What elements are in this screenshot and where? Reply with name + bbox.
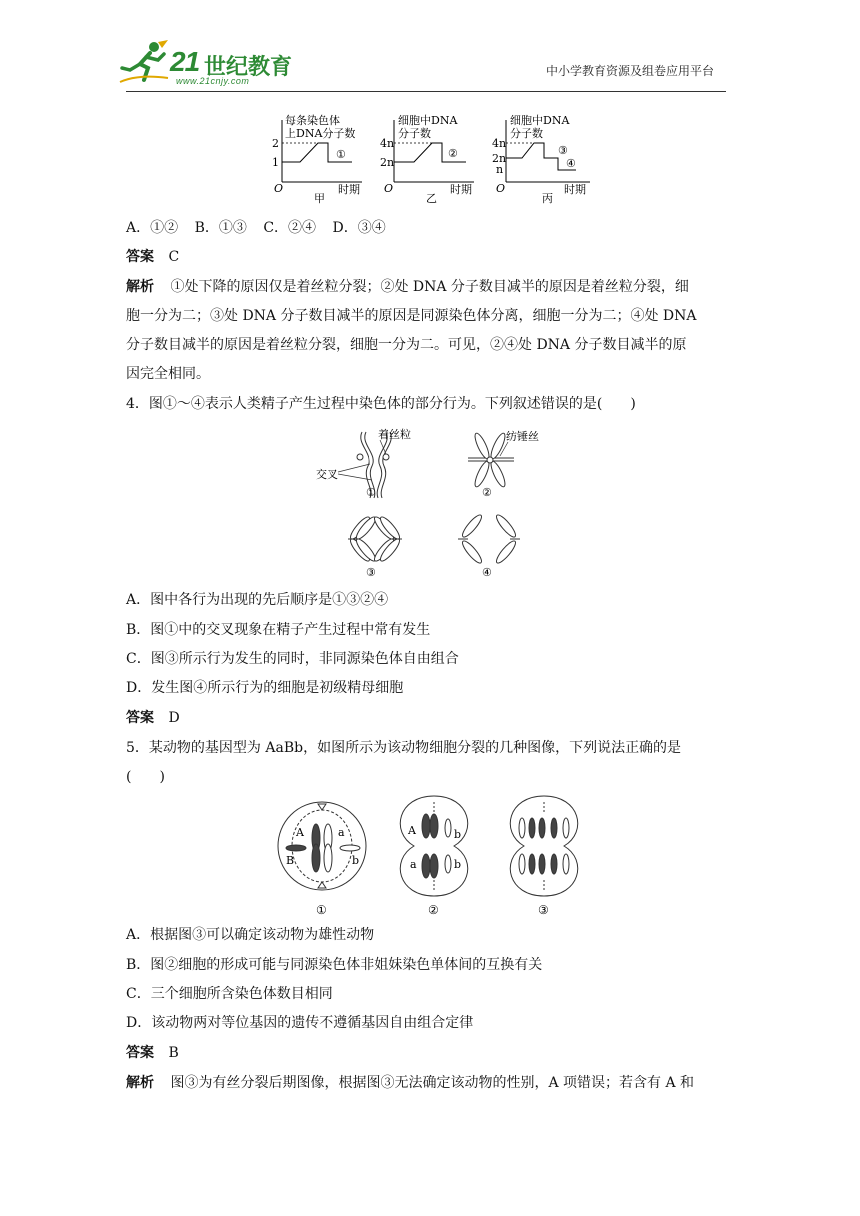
cell-1-gene-A: A	[296, 826, 304, 839]
cell-2-gene-b-bottom: b	[454, 858, 462, 871]
q5-analysis-label: 解析	[126, 1075, 154, 1091]
q5-answer-value: B	[168, 1045, 179, 1061]
q5-analysis	[126, 1073, 741, 1093]
figure-3-number: ③	[366, 566, 376, 579]
cell-1-gene-b: b	[352, 854, 360, 867]
q3-answer-label: 答案	[126, 249, 154, 265]
runner-logo-icon	[118, 40, 170, 84]
graph-bing-ylabel1: 细胞中DNA	[510, 114, 570, 127]
q3-analysis-text-1: ①处下降的原因仅是着丝粒分裂；②处 DNA 分子数目减半的原因是着丝粒分裂，细	[170, 279, 689, 295]
header-divider	[126, 91, 726, 92]
graph-yi-origin: O	[384, 182, 394, 195]
dna-graphs-figure	[270, 110, 600, 210]
figure-1-number: ①	[366, 486, 376, 499]
q5-stem-line-2: ( )	[126, 769, 165, 785]
q4-option-b: B．图①中的交叉现象在精子产生过程中常有发生	[126, 622, 431, 638]
cell-2-division	[400, 796, 467, 896]
q3-answer-value: C	[168, 249, 180, 265]
q4-answer-value: D	[168, 710, 180, 726]
graph-yi-xlabel: 时期	[450, 183, 472, 196]
q3-option-a: A．①②	[126, 220, 179, 236]
figure-2-number: ②	[482, 486, 492, 499]
q4-option-d: D．发生图④所示行为的细胞是初级精母细胞	[126, 680, 404, 696]
logo-text: 世纪教育	[204, 55, 293, 80]
graph-yi	[380, 113, 474, 205]
graph-jia-xlabel: 时期	[338, 183, 360, 196]
graph-bing-xlabel: 时期	[564, 183, 586, 196]
q4-option-a: A．图中各行为出现的先后顺序是①③②④	[126, 592, 389, 608]
graph-jia-origin: O	[274, 182, 284, 195]
q4-option-c: C．图③所示行为发生的同时，非同源染色体自由组合	[126, 651, 459, 667]
cell-2-number: ②	[428, 903, 439, 917]
logo-number: 21	[170, 46, 200, 77]
logo-url: www.21cnjy.com	[176, 76, 250, 86]
q5-stem-line-1: 5．某动物的基因型为 AaBb，如图所示为该动物细胞分裂的几种图像，下列说法正确的是	[126, 740, 682, 756]
cell-1-meiosis	[278, 802, 366, 890]
label-spindle: 纺锤丝	[506, 430, 539, 443]
graph-yi-ylabel2: 分子数	[398, 127, 431, 140]
q3-analysis-line-4: 因完全相同。	[126, 366, 210, 382]
cell-2-gene-A: A	[408, 824, 416, 837]
q3-analysis-line-2: 胞一分为二；③处 DNA 分子数目减半的原因是同源染色体分离，细胞一分为二；④处 DNA	[126, 308, 697, 324]
figure-4-separation	[458, 513, 520, 566]
graph-yi-tick-2n: 2n	[380, 156, 395, 169]
q3-analysis-line-3: 分子数目减半的原因是着丝粒分裂，细胞一分为二。可见，②④处 DNA 分子数目减半的原	[126, 337, 687, 353]
q3-analysis-label: 解析	[126, 279, 154, 295]
q5-analysis-text: 图③为有丝分裂后期图像，根据图③无法确定该动物的性别，A 项错误；若含有 A 和	[170, 1075, 695, 1091]
figure-3-separation	[348, 515, 402, 564]
q3-option-d: D．③④	[332, 220, 386, 236]
cell-2-gene-a: a	[410, 858, 417, 871]
q5-option-b: B．图②细胞的形成可能与同源染色体非姐妹染色单体间的互换有关	[126, 957, 543, 973]
graph-bing-tick-4n: 4n	[492, 137, 507, 150]
q4-stem: 4．图①～④表示人类精子产生过程中染色体的部分行为。下列叙述错误的是( )	[126, 396, 636, 412]
graph-bing	[492, 113, 590, 205]
label-crossover: 交叉	[316, 468, 338, 481]
q3-options	[126, 218, 741, 238]
cell-1-gene-a: a	[338, 826, 345, 839]
graph-yi-tick-4n: 4n	[380, 137, 395, 150]
cell-3-number: ③	[538, 903, 549, 917]
graph-yi-caption: 乙	[426, 192, 437, 205]
graph-bing-origin: O	[496, 182, 506, 195]
graph-bing-tick-n: n	[496, 163, 504, 176]
q4-answer	[126, 708, 741, 728]
cell-1-gene-B: B	[286, 854, 295, 867]
graph-jia-ylabel2: 上DNA分子数	[285, 127, 356, 140]
q3-analysis-line-1	[126, 277, 741, 297]
graph-jia-ylabel1: 每条染色体	[285, 114, 340, 127]
q5-option-a: A．根据图③可以确定该动物为雄性动物	[126, 927, 375, 943]
graph-bing-mark-4: ④	[566, 157, 576, 170]
cell-1-number: ①	[316, 903, 327, 917]
graph-jia-caption: 甲	[314, 192, 325, 205]
q5-option-c: C．三个细胞所含染色体数目相同	[126, 986, 333, 1002]
graph-bing-ylabel2: 分子数	[510, 127, 543, 140]
platform-title: 中小学教育资源及组卷应用平台	[546, 64, 715, 78]
graph-bing-mark-3: ③	[558, 144, 568, 157]
graph-jia-mark-1: ①	[336, 148, 346, 161]
cell-division-figure	[270, 792, 590, 918]
q5-answer-label: 答案	[126, 1045, 154, 1061]
q5-option-d: D．该动物两对等位基因的遗传不遵循基因自由组合定律	[126, 1015, 474, 1031]
q3-option-b: B．①③	[194, 220, 247, 236]
figure-4-number: ④	[482, 566, 492, 579]
graph-jia	[272, 113, 362, 205]
cell-2-gene-b-top: b	[454, 828, 462, 841]
q5-answer	[126, 1043, 741, 1063]
graph-yi-mark-2: ②	[448, 147, 458, 160]
cell-3-mitosis	[510, 796, 577, 896]
graph-bing-tick-2n: 2n	[492, 152, 507, 165]
graph-jia-tick-1: 1	[272, 156, 279, 169]
q4-answer-label: 答案	[126, 710, 154, 726]
graph-bing-caption: 丙	[542, 192, 553, 205]
graph-jia-tick-2: 2	[272, 137, 279, 150]
q3-option-c: C．②④	[263, 220, 317, 236]
q3-answer	[126, 247, 741, 267]
chromosome-behavior-figure	[300, 424, 550, 580]
graph-yi-ylabel1: 细胞中DNA	[398, 114, 458, 127]
label-centromere: 着丝粒	[378, 428, 411, 441]
